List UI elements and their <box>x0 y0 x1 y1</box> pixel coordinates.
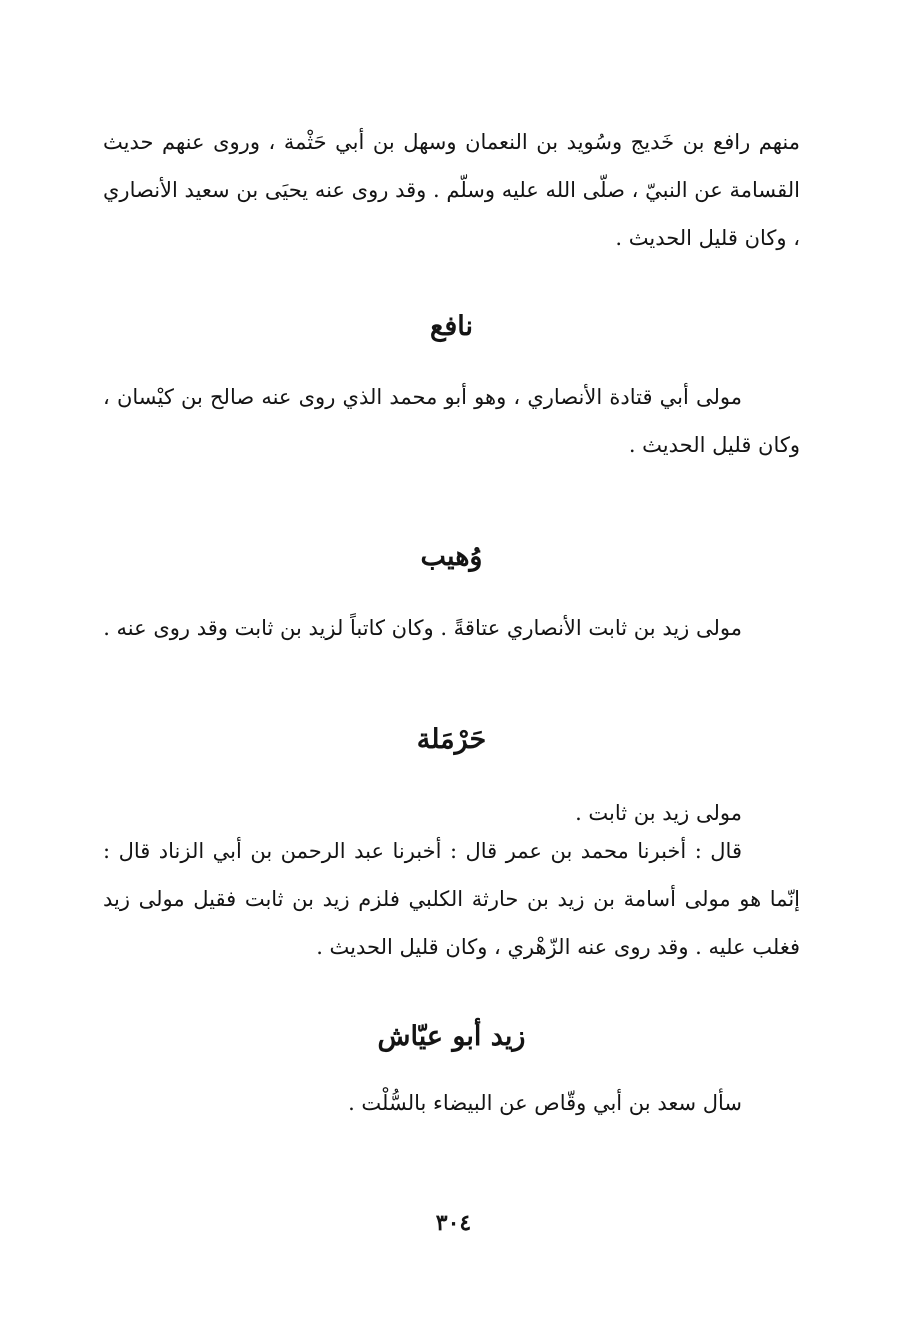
entry-zayd-abu-ayyash <box>103 1013 800 1127</box>
entry-harmala <box>103 716 800 971</box>
intro-paragraph: منهم رافع بن خَديج وسُويد بن النعمان وسهل بن أبي حَثْمة ، وروى عنهم حديث القسامة عن النبيّ ، صلّى الله عليه وسلّم . وقد روى عنه يحيَى بن سعيد الأنصاري ، وكان قليل الحديث . <box>103 130 800 250</box>
entry-title: زيد أبو عيّاش <box>377 1021 526 1052</box>
entry-title: نافع <box>429 311 474 342</box>
page-number: ٣٠٤ <box>435 1210 472 1236</box>
text-column <box>103 118 800 1127</box>
entry-nafi <box>103 303 800 469</box>
entry-title: حَرْمَلة <box>416 724 487 755</box>
entry-title: وُهيب <box>420 541 483 572</box>
entry-paragraph: مولى أبي قتادة الأنصاري ، وهو أبو محمد الذي روى عنه صالح بن كيْسان ، وكان قليل الحديث . <box>103 385 800 457</box>
entry-wuhayb <box>103 533 800 652</box>
entry-paragraph: سأل سعد بن أبي وقّاص عن البيضاء بالسُّلْت . <box>348 1091 742 1115</box>
entry-paragraph: مولى زيد بن ثابت . <box>575 801 742 825</box>
entry-paragraph: قال : أخبرنا محمد بن عمر قال : أخبرنا عبد الرحمن بن أبي الزناد قال : إنّما هو مولى أسامة بن زيد بن حارثة الكلبي فلزم زيد بن ثابت فقيل مولى زيد فغلب عليه . وقد روى عنه الزّهْري ، وكان قليل الحديث . <box>103 839 800 959</box>
entry-paragraph: مولى زيد بن ثابت الأنصاري عتاقةً . وكان كاتباً لزيد بن ثابت وقد روى عنه . <box>103 616 742 640</box>
